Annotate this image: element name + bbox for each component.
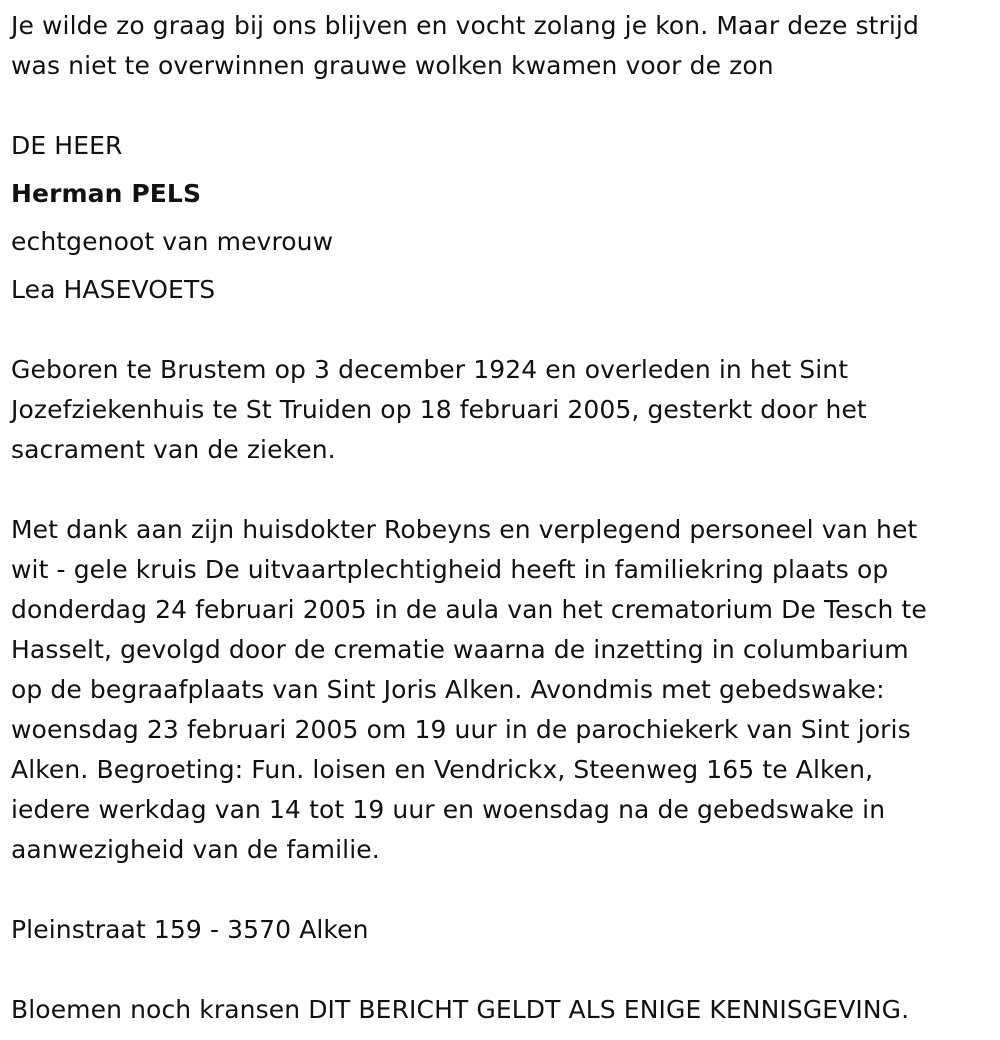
details-line: woensdag 23 februari 2005 om 19 uur in de parochiekerk van Sint joris: [11, 715, 911, 744]
birth-death-paragraph: [11, 350, 991, 470]
spouse-name: Lea HASEVOETS: [11, 275, 216, 304]
spouse-label: echtgenoot van mevrouw: [11, 227, 334, 256]
spacer: [11, 950, 991, 990]
birth-line: Jozefziekenhuis te St Truiden op 18 februari 2005, gesterkt door het: [11, 395, 867, 424]
address-line: Pleinstraat 159 - 3570 Alken: [11, 915, 369, 944]
spacer: [11, 470, 991, 510]
deceased-name: Herman PELS: [11, 179, 202, 208]
motto-paragraph: [11, 6, 991, 86]
birth-line: Geboren te Brustem op 3 december 1924 en overleden in het Sint: [11, 355, 849, 384]
details-line: iedere werkdag van 14 tot 19 uur en woensdag na de gebedswake in: [11, 795, 886, 824]
details-line: wit - gele kruis De uitvaartplechtigheid heeft in familiekring plaats op: [11, 555, 889, 584]
honorific-title: DE HEER: [11, 131, 123, 160]
closing-line: Bloemen noch kransen DIT BERICHT GELDT ALS ENIGE KENNISGEVING.: [11, 995, 910, 1024]
spacer: [11, 86, 991, 126]
funeral-details-paragraph: [11, 510, 991, 870]
motto-line: Je wilde zo graag bij ons blijven en vocht zolang je kon. Maar deze strijd: [11, 11, 919, 40]
details-line: donderdag 24 februari 2005 in de aula van het crematorium De Tesch te: [11, 595, 927, 624]
details-line: Met dank aan zijn huisdokter Robeyns en verplegend personeel van het: [11, 515, 918, 544]
spacer: [11, 870, 991, 910]
spacer: [11, 310, 991, 350]
details-line: op de begraafplaats van Sint Joris Alken. Avondmis met gebedswake:: [11, 675, 885, 704]
motto-line: was niet te overwinnen grauwe wolken kwamen voor de zon: [11, 51, 774, 80]
birth-line: sacrament van de zieken.: [11, 435, 336, 464]
death-notice-document: [11, 6, 991, 1030]
details-line: aanwezigheid van de familie.: [11, 835, 380, 864]
details-line: Alken. Begroeting: Fun. loisen en Vendrickx, Steenweg 165 te Alken,: [11, 755, 874, 784]
details-line: Hasselt, gevolgd door de crematie waarna de inzetting in columbarium: [11, 635, 909, 664]
